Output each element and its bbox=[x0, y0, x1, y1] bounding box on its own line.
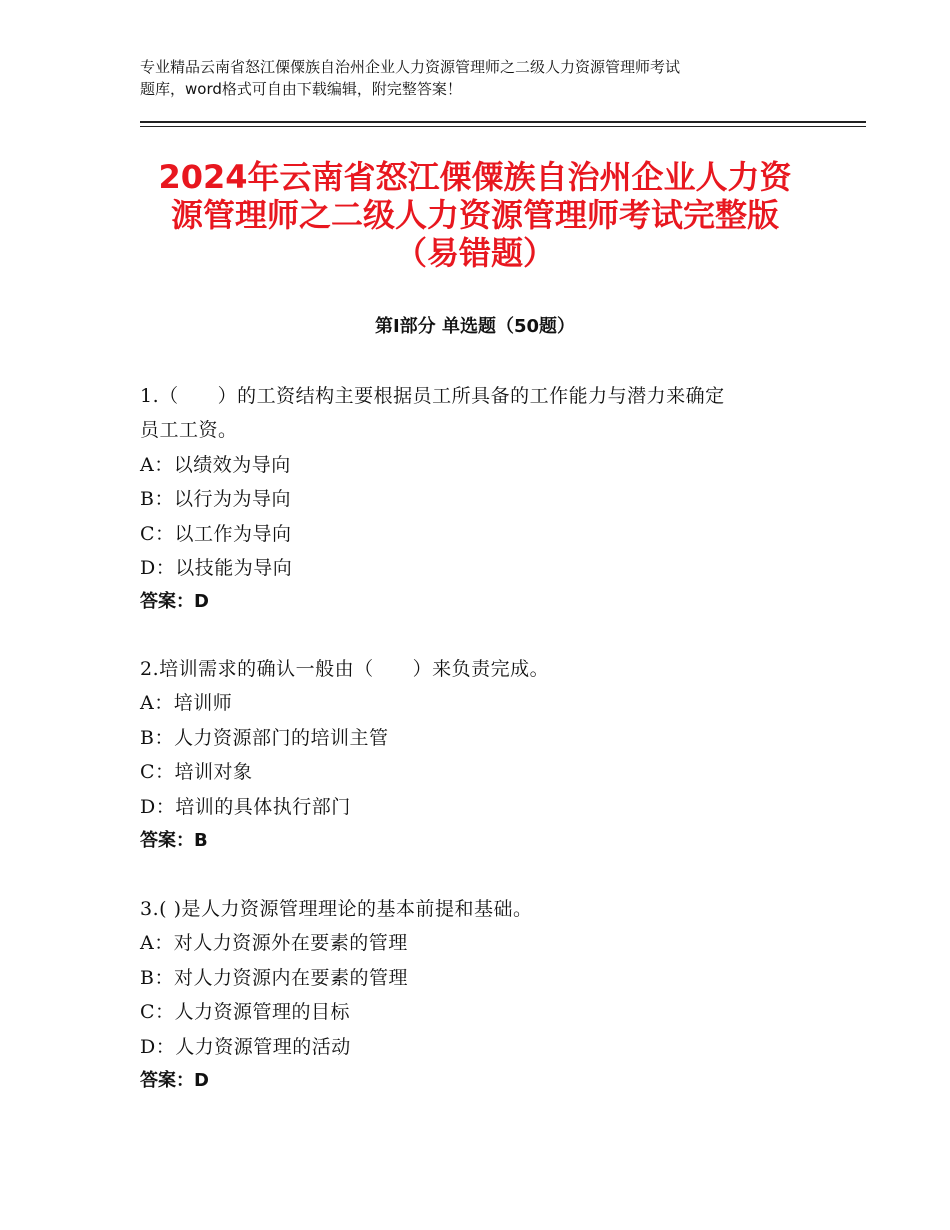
header-note bbox=[140, 56, 830, 100]
question-stem: 2.培训需求的确认一般由（ ）来负责完成。 bbox=[140, 658, 550, 680]
question-stem: 员工工资。 bbox=[140, 419, 238, 442]
option-d: D：人力资源管理的活动 bbox=[140, 1035, 351, 1058]
option-c: C：人力资源管理的目标 bbox=[140, 1001, 351, 1024]
header-note-line-2: 题库，word格式可自由下载编辑，附完整答案！ bbox=[140, 80, 462, 98]
document-title bbox=[120, 158, 830, 272]
section-heading: 第Ⅰ部分 单选题（50题） bbox=[374, 316, 575, 337]
answer: 答案：D bbox=[140, 1070, 209, 1092]
option-d: D：以技能为导向 bbox=[140, 557, 293, 580]
option-a: A：以绩效为导向 bbox=[140, 453, 291, 476]
question-1 bbox=[140, 379, 820, 620]
answer: 答案：D bbox=[140, 591, 209, 613]
option-a: A：对人力资源外在要素的管理 bbox=[140, 932, 408, 955]
question-stem: 3.( )是人力资源管理理论的基本前提和基础。 bbox=[140, 898, 533, 920]
header-divider-thin bbox=[140, 126, 866, 127]
title-line-2: 源管理师之二级人力资源管理师考试完整版 bbox=[170, 196, 779, 234]
option-c: C：以工作为导向 bbox=[140, 522, 292, 545]
option-b: B：对人力资源内在要素的管理 bbox=[140, 966, 408, 989]
option-d: D：培训的具体执行部门 bbox=[140, 795, 351, 818]
title-line-3: （易错题） bbox=[394, 234, 555, 272]
option-b: B：人力资源部门的培训主管 bbox=[140, 726, 389, 749]
header-note-line-1: 专业精品云南省怒江傈僳族自治州企业人力资源管理师之二级人力资源管理师考试 bbox=[140, 58, 681, 76]
title-line-1: 2024年云南省怒江傈僳族自治州企业人力资 bbox=[158, 158, 792, 196]
question-2 bbox=[140, 652, 820, 858]
option-c: C：培训对象 bbox=[140, 761, 253, 784]
question-3 bbox=[140, 892, 820, 1098]
question-stem: 1.（ ）的工资结构主要根据员工所具备的工作能力与潜力来确定 bbox=[140, 385, 725, 407]
header-divider-thick bbox=[140, 121, 866, 123]
answer: 答案：B bbox=[140, 830, 208, 852]
option-b: B：以行为为导向 bbox=[140, 488, 291, 511]
option-a: A：培训师 bbox=[140, 692, 233, 715]
